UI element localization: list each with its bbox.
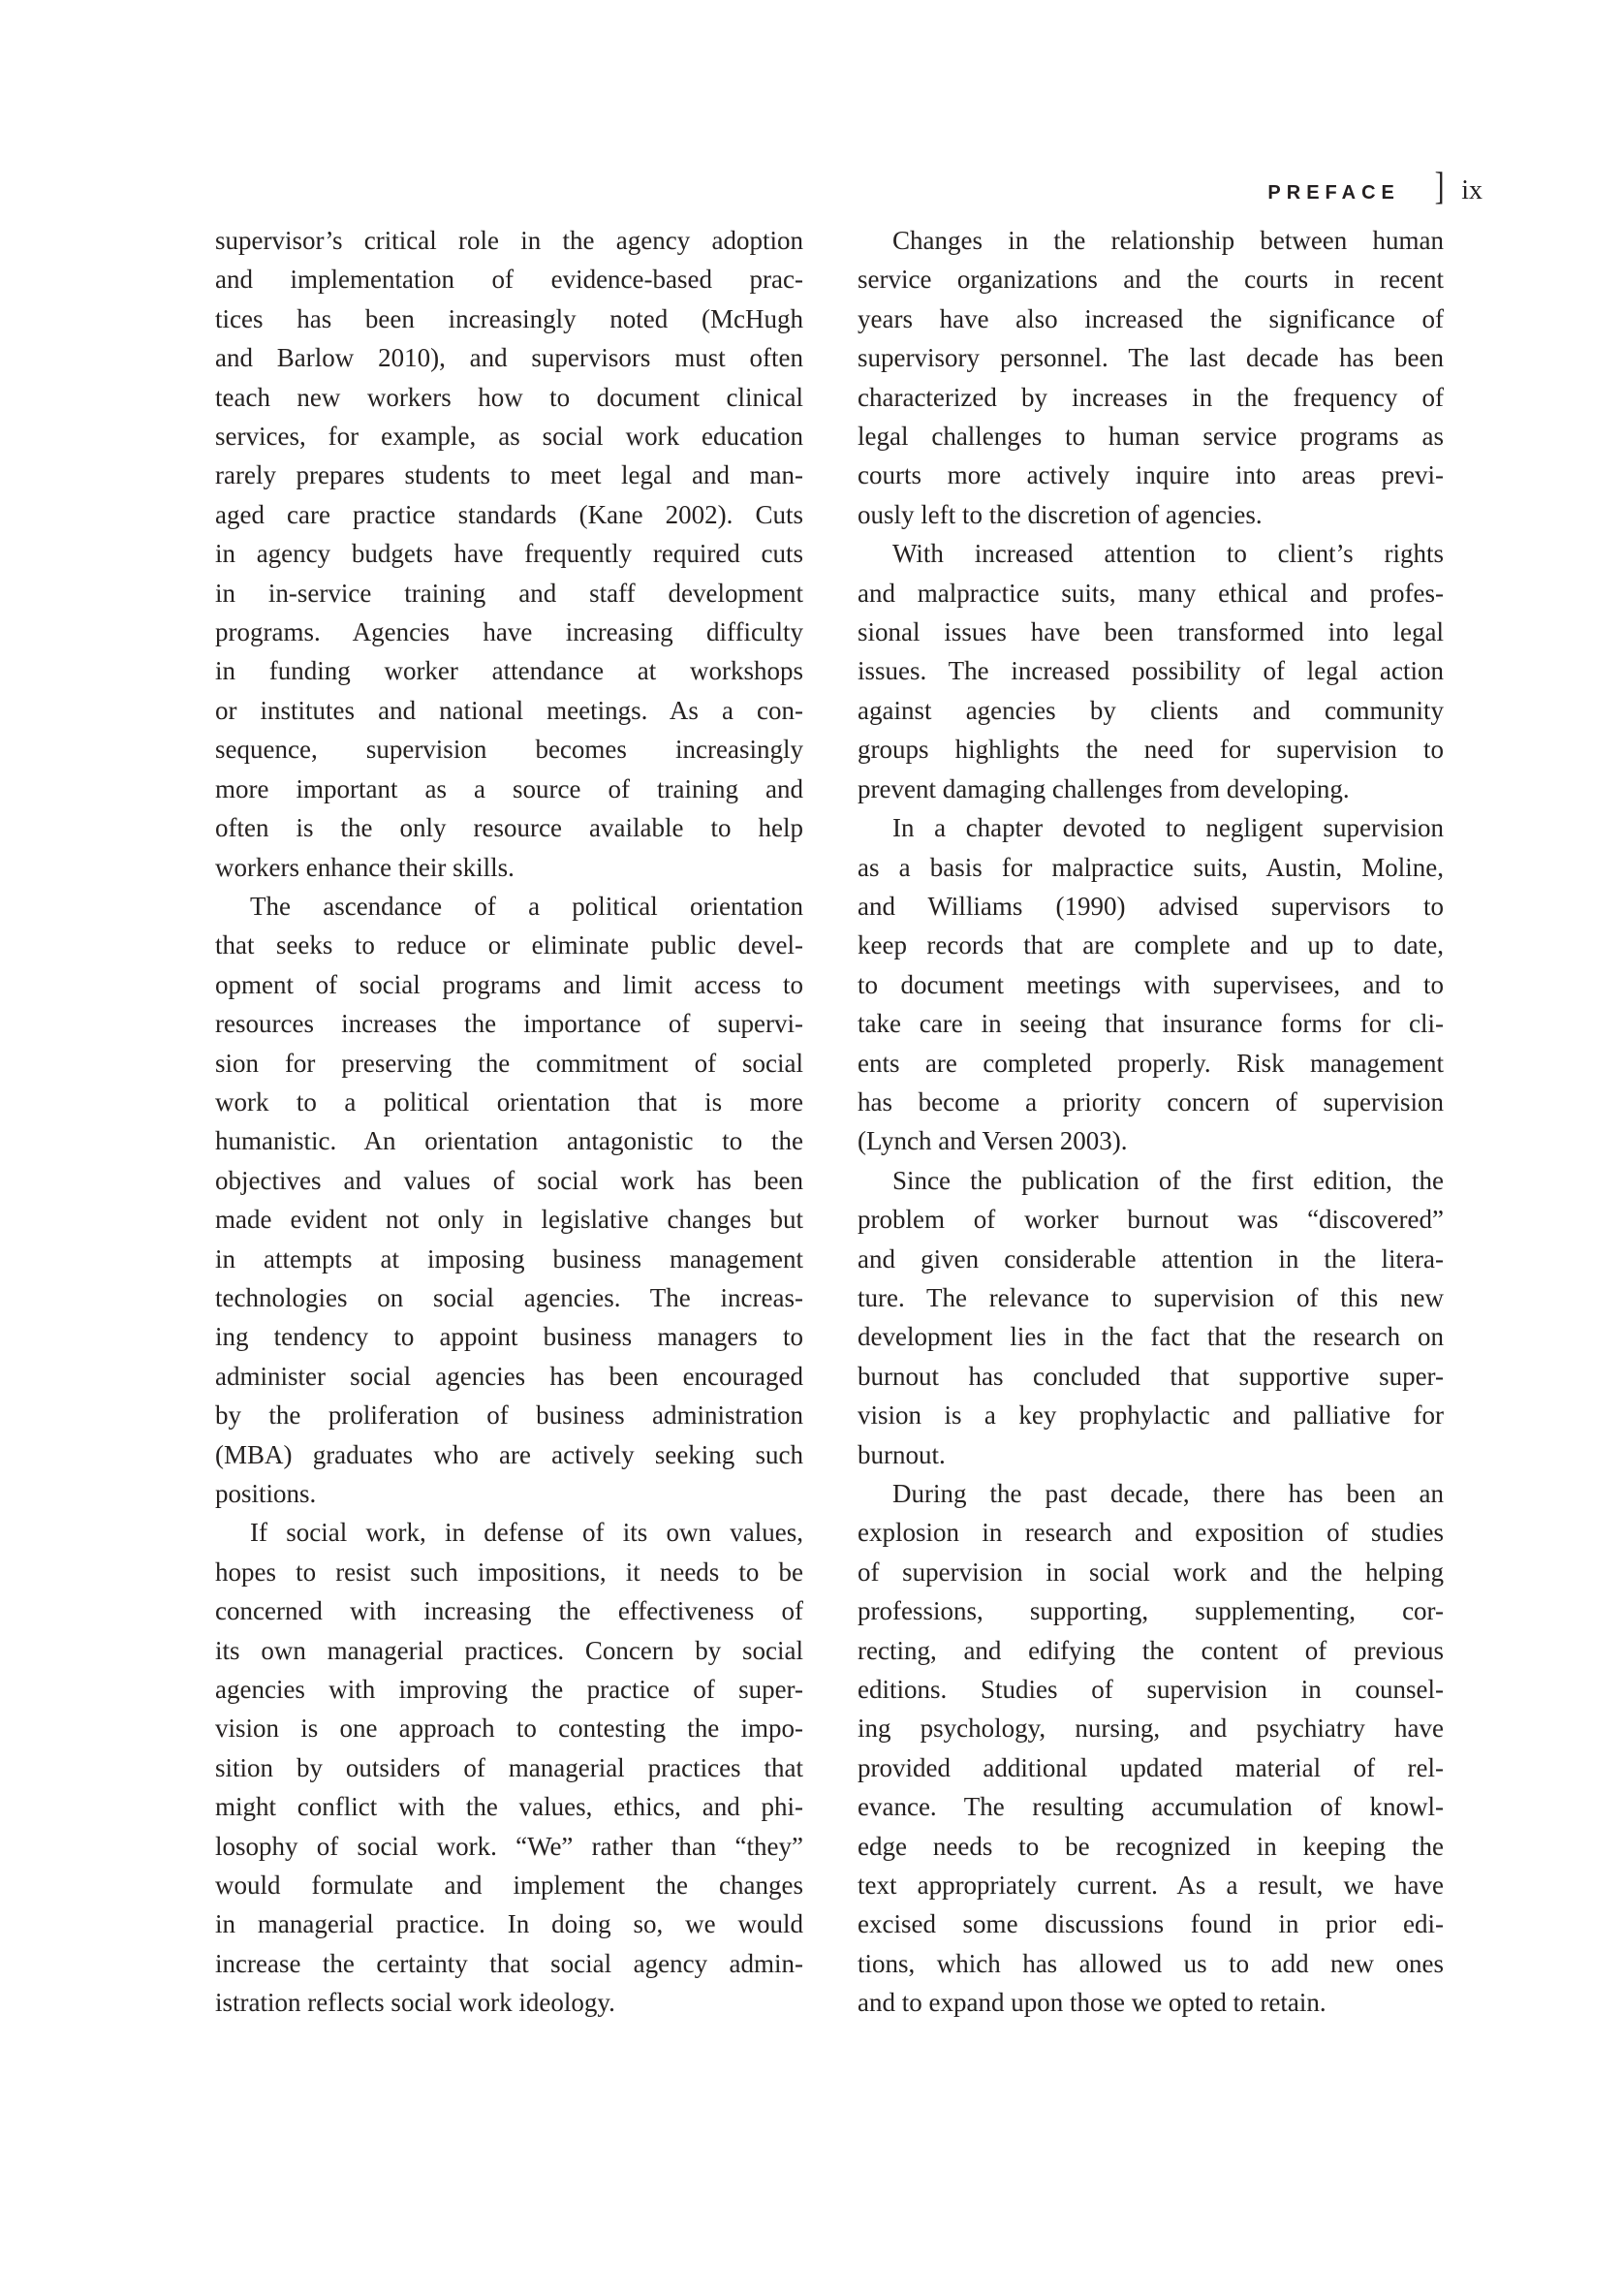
text-line: If social work, in defense of its own values, (250, 1518, 803, 1548)
text-line: With increased attention to client’s rights (892, 539, 1444, 569)
text-line: in funding worker attendance at workshops (215, 656, 803, 686)
text-line: losophy of social work. “We” rather than “they” (215, 1831, 803, 1861)
text-line: opment of social programs and limit access to (215, 969, 803, 999)
text-line: supervisory personnel. The last decade has been (858, 343, 1444, 373)
text-line: and to expand upon those we opted to retain. (858, 1988, 1326, 2018)
text-line: its own managerial practices. Concern by social (215, 1635, 803, 1665)
text-line: years have also increased the significance of (858, 303, 1444, 333)
text-line: workers enhance their skills. (215, 852, 515, 882)
running-head (0, 163, 1483, 208)
text-line: aged care practice standards (Kane 2002). Cuts (215, 499, 803, 529)
text-line: teach new workers how to document clinical (215, 382, 803, 412)
text-line: istration reflects social work ideology. (215, 1988, 615, 2018)
text-line: often is the only resource available to help (215, 813, 803, 843)
text-line: burnout has concluded that supportive super- (858, 1361, 1444, 1391)
text-line: edge needs to be recognized in keeping the (858, 1831, 1444, 1861)
text-line: keep records that are complete and up to date, (858, 930, 1444, 960)
text-line: increase the certainty that social agency admin- (215, 1948, 803, 1978)
text-line: work to a political orientation that is more (215, 1086, 803, 1117)
text-line: or institutes and national meetings. As a con- (215, 695, 803, 725)
text-line: ously left to the discretion of agencies. (858, 499, 1263, 529)
text-line: tions, which has allowed us to add new ones (858, 1948, 1444, 1978)
text-line: objectives and values of social work has been (215, 1165, 803, 1195)
text-line: Since the publication of the first edition, the (892, 1165, 1444, 1195)
text-line: and implementation of evidence-based prac- (215, 265, 803, 295)
text-line: by the proliferation of business administration (215, 1400, 803, 1431)
page-number: ix (1461, 175, 1483, 205)
text-line: professions, supporting, supplementing, cor- (858, 1596, 1444, 1626)
text-line: more important as a source of training and (215, 773, 803, 803)
text-line: (Lynch and Versen 2003). (858, 1126, 1128, 1156)
text-line: rarely prepares students to meet legal and man- (215, 460, 803, 490)
text-line: editions. Studies of supervision in counsel- (858, 1675, 1444, 1705)
text-line: vision is one approach to contesting the impo- (215, 1714, 803, 1744)
text-line: service organizations and the courts in recent (858, 265, 1444, 295)
text-line: ing tendency to appoint business managers to (215, 1322, 803, 1352)
text-line: technologies on social agencies. The increas- (215, 1282, 803, 1312)
text-line: positions. (215, 1479, 317, 1508)
text-line: against agencies by clients and community (858, 695, 1444, 725)
bracket-separator-icon: ] (1434, 164, 1445, 207)
text-line: excised some discussions found in prior edi- (858, 1909, 1444, 1939)
text-line: provided additional updated material of rel- (858, 1752, 1444, 1782)
text-line: that seeks to reduce or eliminate public devel- (215, 930, 803, 960)
text-line: text appropriately current. As a result, we have (858, 1871, 1444, 1901)
text-line: prevent damaging challenges from developing. (858, 773, 1350, 803)
text-line: in agency budgets have frequently required cuts (215, 539, 803, 569)
text-line: tices has been increasingly noted (McHugh (215, 303, 803, 333)
text-line: and Barlow 2010), and supervisors must often (215, 343, 803, 373)
text-line: humanistic. An orientation antagonistic to the (215, 1126, 803, 1156)
left-text-column (215, 221, 803, 2023)
text-line: concerned with increasing the effectiveness of (215, 1596, 803, 1626)
text-line: supervisor’s critical role in the agency adoption (215, 226, 803, 255)
text-line: development lies in the fact that the research on (858, 1322, 1444, 1352)
text-line: During the past decade, there has been an (892, 1479, 1444, 1508)
text-line: vision is a key prophylactic and palliative for (858, 1400, 1444, 1431)
text-line: as a basis for malpractice suits, Austin, Moline, (858, 852, 1444, 882)
text-line: services, for example, as social work education (215, 422, 803, 452)
text-line: and given considerable attention in the litera- (858, 1243, 1444, 1274)
text-line: legal challenges to human service programs as (858, 422, 1444, 452)
text-line: explosion in research and exposition of studies (858, 1518, 1444, 1548)
text-line: sional issues have been transformed into legal (858, 617, 1444, 647)
text-line: evance. The resulting accumulation of knowl- (858, 1792, 1444, 1822)
text-line: burnout. (858, 1439, 946, 1469)
text-line: Changes in the relationship between human (892, 226, 1444, 255)
text-line: ents are completed properly. Risk management (858, 1048, 1444, 1078)
text-line: ture. The relevance to supervision of this new (858, 1282, 1444, 1312)
text-line: programs. Agencies have increasing difficulty (215, 617, 803, 647)
text-line: resources increases the importance of supervi- (215, 1009, 803, 1039)
text-line: (MBA) graduates who are actively seeking such (215, 1439, 803, 1469)
text-line: might conflict with the values, ethics, and phi- (215, 1792, 803, 1822)
text-line: groups highlights the need for supervision to (858, 735, 1444, 765)
text-line: in attempts at imposing business management (215, 1243, 803, 1274)
text-line: hopes to resist such impositions, it needs to be (215, 1557, 803, 1587)
text-line: In a chapter devoted to negligent supervision (892, 813, 1444, 843)
text-line: ing psychology, nursing, and psychiatry have (858, 1714, 1444, 1744)
text-line: characterized by increases in the frequency of (858, 382, 1444, 412)
text-line: sition by outsiders of managerial practices that (215, 1752, 803, 1782)
text-line: of supervision in social work and the helping (858, 1557, 1444, 1587)
text-line: recting, and edifying the content of previous (858, 1635, 1444, 1665)
preface-heading: PREFACE (1267, 182, 1400, 204)
text-line: take care in seeing that insurance forms for cli- (858, 1009, 1444, 1039)
text-line: would formulate and implement the changes (215, 1871, 803, 1901)
text-line: in managerial practice. In doing so, we would (215, 1909, 803, 1939)
text-line: courts more actively inquire into areas previ- (858, 460, 1444, 490)
text-line: problem of worker burnout was “discovered” (858, 1205, 1444, 1235)
text-line: in in-service training and staff development (215, 578, 803, 608)
text-line: sequence, supervision becomes increasingly (215, 735, 803, 765)
text-line: The ascendance of a political orientation (250, 891, 803, 921)
text-line: agencies with improving the practice of super- (215, 1675, 803, 1705)
right-text-column (858, 221, 1444, 2023)
text-line: administer social agencies has been encouraged (215, 1361, 803, 1391)
text-line: sion for preserving the commitment of social (215, 1048, 803, 1078)
text-line: has become a priority concern of supervision (858, 1086, 1444, 1117)
text-line: to document meetings with supervisees, and to (858, 969, 1444, 999)
text-line: made evident not only in legislative changes but (215, 1205, 803, 1235)
text-line: issues. The increased possibility of legal action (858, 656, 1444, 686)
text-line: and Williams (1990) advised supervisors to (858, 891, 1444, 921)
text-line: and malpractice suits, many ethical and profes- (858, 578, 1444, 608)
